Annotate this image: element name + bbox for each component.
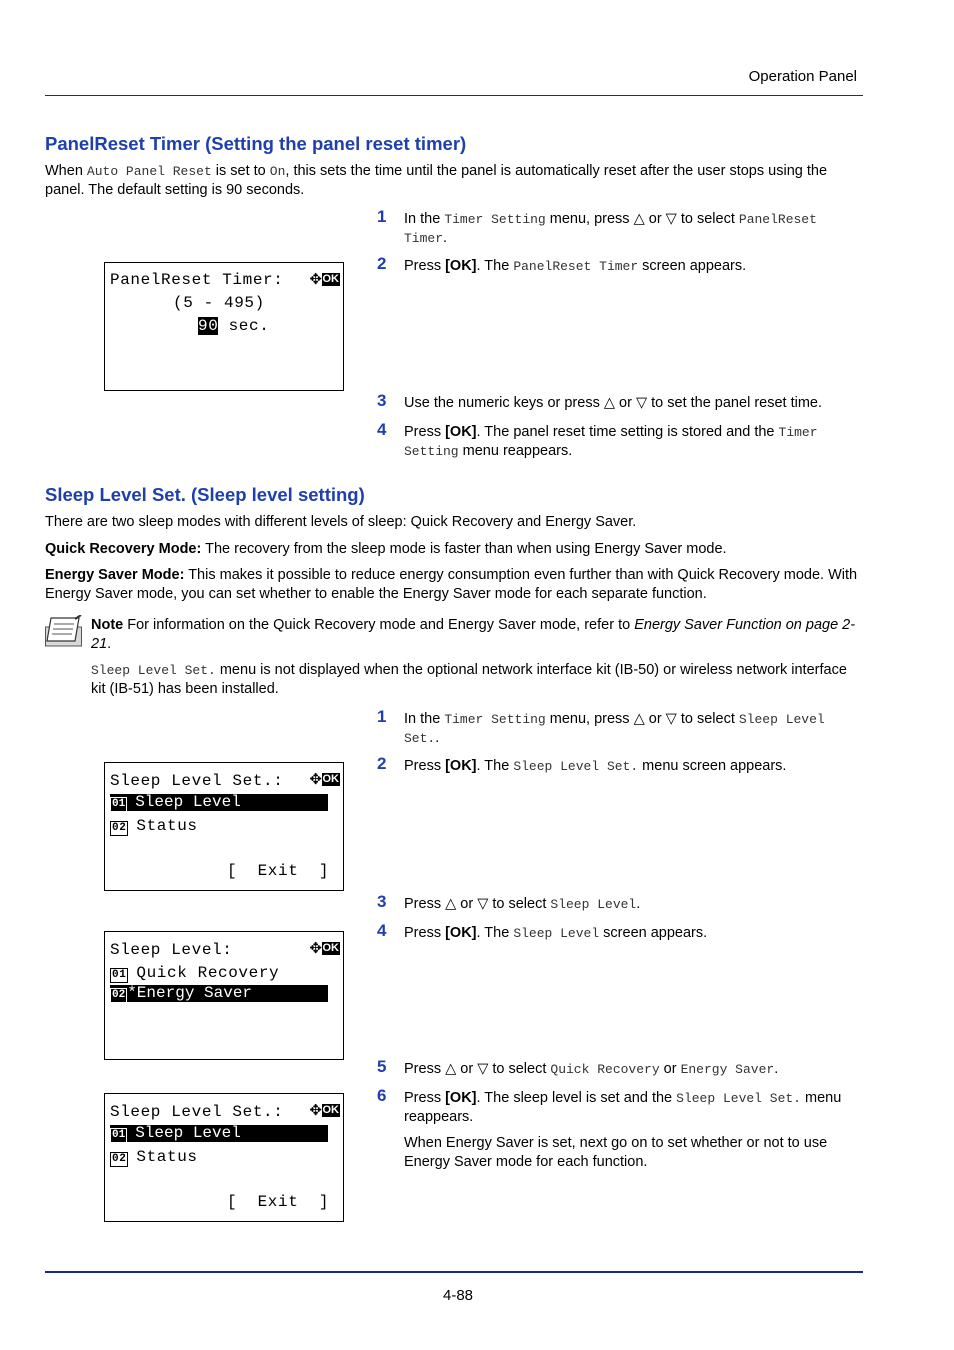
step-number: 2 [377,254,387,273]
lcd-title: Sleep Level: [110,941,233,959]
step-text: In the Timer Setting menu, press △ or ▽ to select Sleep Level Set.. [404,711,825,746]
step-text: Press △ or ▽ to select Quick Recovery or Energy Saver. [404,1061,779,1077]
ok-icon: OK [322,942,339,954]
lcd-panelreset-timer [104,262,344,391]
lcd-selected-row: 02 *Energy Saver [110,985,328,1002]
lcd-exit: [ Exit ] [227,1193,330,1211]
step-number: 4 [377,921,387,940]
step-number: 4 [377,420,387,439]
step-number: 3 [377,391,387,410]
lcd-menu-item: 01 Quick Recovery [112,964,280,982]
step-text: Press [OK]. The Sleep Level screen appears. [404,925,708,941]
header-rule [45,95,863,96]
step-number: 6 [377,1086,387,1105]
lcd-title: Sleep Level Set.: [110,772,284,790]
lcd-exit: [ Exit ] [227,862,330,880]
note-text-2: Sleep Level Set. menu is not displayed when the optional network interface kit (IB-50) or wireless network interface kit (IB-51) has been installed. [91,662,847,697]
step-extra-text: When Energy Saver is set, next go on to set whether or not to use Energy Saver mode for each function. [404,1135,828,1170]
step-text: In the Timer Setting menu, press △ or ▽ to select PanelReset Timer. [404,211,817,246]
lcd-value-line: 90 sec. [198,317,270,335]
ok-icon: OK [322,773,339,785]
page-number: 4-88 [442,1287,474,1304]
step-number: 5 [377,1057,387,1076]
step-text: Press △ or ▽ to select Sleep Level. [404,896,641,912]
lcd-range: (5 - 495) [173,294,265,312]
lcd-title: Sleep Level Set.: [110,1103,284,1121]
note-icon [45,615,83,647]
section-heading-sleep: Sleep Level Set. (Sleep level setting) [45,484,365,505]
lcd-selected-row: 01 Sleep Level [110,1125,328,1142]
running-header: Operation Panel [748,68,857,85]
navigation-arrows-icon: ✥ [309,1102,322,1119]
navigation-arrows-icon: ✥ [309,271,322,288]
lcd-value: 90 [198,317,219,335]
section-heading-panelreset: PanelReset Timer (Setting the panel reset timer) [45,133,467,154]
energy-saver-description: Energy Saver Mode: This makes it possible to reduce energy consumption even further than with Quick Recovery mode. With Energy Saver mode, you can set whether to enable the Energy Saver mode for each separate function. [45,567,858,602]
lcd-menu-item: 02 Status [112,817,198,835]
footer-rule [45,1271,863,1273]
step-number: 1 [377,707,387,726]
note-text: Note For information on the Quick Recovery mode and Energy Saver mode, refer to Energy Saver Function on page 2-21. [91,617,856,652]
step-number: 3 [377,892,387,911]
lcd-menu-item: 02 Status [112,1148,198,1166]
step-number: 2 [377,754,387,773]
step-number: 1 [377,207,387,226]
step-text: Press [OK]. The panel reset time setting is stored and the Timer Setting menu reappears. [404,424,818,459]
lcd-selected-row: 01 Sleep Level [110,794,328,811]
step-text: Use the numeric keys or press △ or ▽ to set the panel reset time. [404,395,823,411]
lcd-title: PanelReset Timer: [110,271,284,289]
navigation-arrows-icon: ✥ [309,940,322,957]
step-text: Press [OK]. The Sleep Level Set. menu screen appears. [404,758,787,774]
navigation-arrows-icon: ✥ [309,771,322,788]
lcd-sleep-level-set [104,762,344,891]
quick-recovery-description: Quick Recovery Mode: The recovery from the sleep mode is faster than when using Energy Saver mode. [45,541,727,557]
ok-icon: OK [322,1104,339,1116]
step-text: Press [OK]. The sleep level is set and the Sleep Level Set. menu reappears. [404,1090,842,1125]
ok-icon: OK [322,273,339,285]
step-text: Press [OK]. The PanelReset Timer screen appears. [404,258,747,274]
lcd-sleep-level-set-final [104,1093,344,1222]
lcd-sleep-level [104,931,344,1060]
panelreset-intro: When Auto Panel Reset is set to On, this sets the time until the panel is automatically reset after the user stops using the panel. The default setting is 90 seconds. [45,163,828,198]
sleep-intro: There are two sleep modes with different levels of sleep: Quick Recovery and Energy Saver. [45,514,637,530]
